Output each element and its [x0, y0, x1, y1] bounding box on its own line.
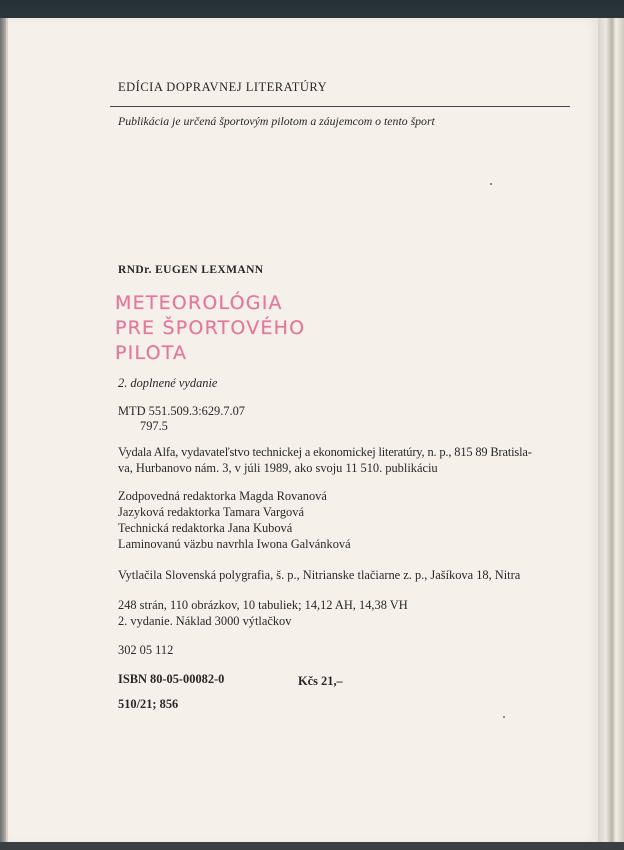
mtd-classification: MTD 551.509.3:629.7.07: [118, 404, 246, 418]
publication-code: 302 05 112: [118, 643, 174, 657]
editor-technical: Technická redaktorka Jana Kubová: [118, 521, 293, 535]
cover-designer: Laminovanú väzbu navrhla Iwona Galvánková: [118, 537, 351, 551]
editor-language: Jazyková redaktorka Tamara Vargová: [118, 505, 304, 519]
page-stats: 248 strán, 110 obrázkov, 10 tabuliek; 14,12 AH, 14,38 VH: [118, 598, 408, 612]
mtd-classification-sub: 797.5: [140, 419, 168, 433]
paper-speck: [503, 716, 505, 718]
page-stack-edge: [598, 18, 624, 850]
imprint-page: [6, 18, 600, 844]
book-title-line-2: PRE ŠPORTOVÉHO: [115, 317, 306, 339]
bottom-edge: [0, 842, 624, 850]
price: Kčs 21,–: [298, 674, 343, 688]
editor-responsible: Zodpovedná redaktorka Magda Rovanová: [118, 489, 327, 503]
publisher-line-2: va, Hurbanovo nám. 3, v júli 1989, ako svoju 11 510. publikáciu: [118, 461, 438, 475]
isbn: ISBN 80-05-00082-0: [118, 672, 225, 686]
catalog-number: 510/21; 856: [118, 697, 179, 711]
book-title-line-1: METEOROLÓGIA: [115, 292, 283, 314]
print-run: 2. vydanie. Náklad 3000 výtlačkov: [118, 614, 292, 628]
book-title-line-3: PILOTA: [115, 342, 188, 364]
publisher-line-1: Vydala Alfa, vydavateľstvo technickej a ekonomickej literatúry, n. p., 815 89 Bratisla-: [118, 445, 532, 459]
series-divider: [110, 106, 570, 107]
edition-note: 2. doplnené vydanie: [118, 376, 218, 390]
target-audience-note: Publikácia je určená športovým pilotom a záujemcom o tento šport: [118, 114, 435, 128]
series-title: EDÍCIA DOPRAVNEJ LITERATÚRY: [118, 80, 328, 94]
paper-speck: [490, 183, 492, 185]
printer-info: Vytlačila Slovenská polygrafia, š. p., Nitrianske tlačiarne z. p., Jašíkova 18, Nitra: [118, 568, 521, 582]
author-name: RNDr. EUGEN LEXMANN: [118, 264, 264, 276]
